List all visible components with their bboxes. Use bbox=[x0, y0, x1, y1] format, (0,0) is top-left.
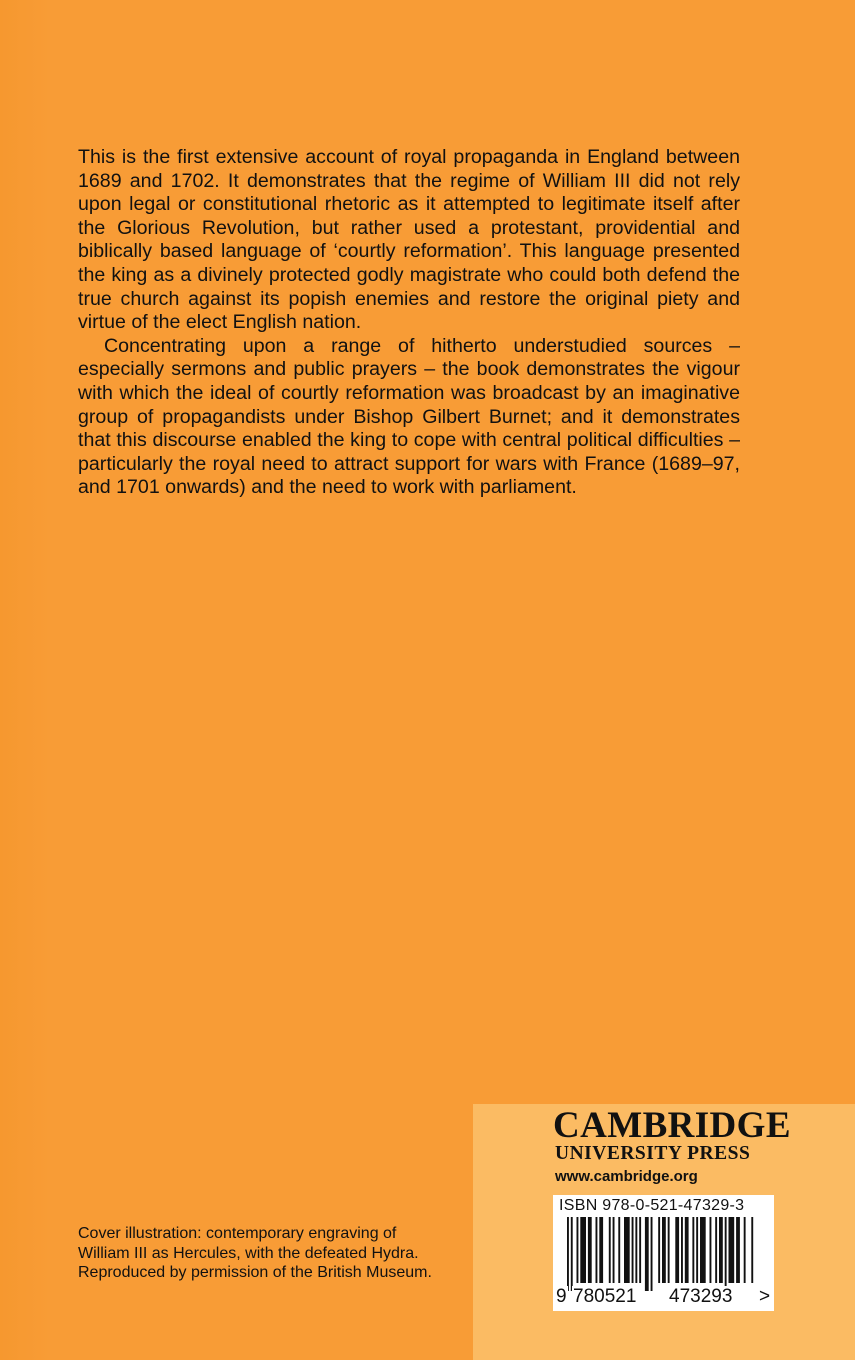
publisher-name: CAMBRIDGE bbox=[553, 1105, 791, 1146]
barcode-bar bbox=[710, 1217, 712, 1283]
barcode-lead-digit: 9 bbox=[556, 1286, 567, 1307]
barcode-bar bbox=[725, 1217, 727, 1291]
barcode-bar bbox=[658, 1217, 660, 1283]
barcode-bar bbox=[685, 1217, 689, 1283]
barcode-bar bbox=[681, 1217, 683, 1283]
blurb-paragraph-2: Concentrating upon a range of hitherto understudied sources – especially sermons and public prayers – the book demonstrates the vigour with which the ideal of courtly reformation was broadcast by an imaginative group of propagandists under Bishop Gilbert Burnet; and it demonstrates that this discourse enabled the king to cope with central political difficulties – particularly the royal need to attract support for wars with France (1689–97, and 1701 onwards) and the need to work with parliament. bbox=[78, 334, 740, 499]
barcode-bar bbox=[571, 1217, 573, 1291]
barcode-bar bbox=[736, 1217, 740, 1283]
barcode-bar bbox=[588, 1217, 592, 1283]
barcode-bar bbox=[599, 1217, 603, 1283]
barcode-bar bbox=[618, 1217, 620, 1283]
barcode-bar bbox=[577, 1217, 579, 1283]
barcode-bar bbox=[729, 1217, 735, 1283]
barcode-bar bbox=[635, 1217, 637, 1283]
barcode-bar bbox=[662, 1217, 666, 1283]
publisher-subname: UNIVERSITY PRESS bbox=[555, 1143, 751, 1164]
barcode-bar bbox=[613, 1217, 615, 1283]
barcode-digit-group-2: 473293 bbox=[669, 1286, 733, 1307]
barcode-bar bbox=[596, 1217, 598, 1283]
cover-blurb bbox=[78, 146, 740, 500]
barcode-bar bbox=[639, 1217, 641, 1283]
barcode-bar bbox=[715, 1217, 717, 1283]
blurb-paragraph-1: This is the first extensive account of royal propaganda in England between 1689 and 1702. It demonstrates that the regime of William III did not rely upon legal or constitutional rhetoric as it attempted to legitimate itself after the Glorious Revolution, but rather used a protestant, providential and biblically based language of ‘courtly reformation’. This language presented the king as a divinely protected godly magistrate who could both defend the true church against its popish enemies and restore the original piety and virtue of the elect English nation. bbox=[78, 146, 740, 334]
isbn-label: ISBN 978-0-521-47329-3 bbox=[559, 1197, 745, 1214]
barcode-end-mark: > bbox=[759, 1286, 771, 1307]
barcode-bar bbox=[719, 1217, 723, 1283]
barcode-bar bbox=[692, 1217, 694, 1283]
cover-illustration-credit: Cover illustration: contemporary engraving of William III as Hercules, with the defeated Hydra. Reproduced by permission of the British Museum. bbox=[78, 1225, 432, 1281]
barcode-bar bbox=[744, 1217, 746, 1283]
barcode-bar bbox=[700, 1217, 706, 1283]
barcode-bars-icon bbox=[567, 1217, 759, 1291]
barcode-bar bbox=[632, 1217, 634, 1283]
barcode-bar bbox=[645, 1217, 649, 1291]
barcode-bar bbox=[580, 1217, 586, 1283]
barcode-bar bbox=[651, 1217, 653, 1291]
barcode-digit-group-1: 780521 bbox=[573, 1286, 637, 1307]
barcode-bar bbox=[675, 1217, 679, 1283]
barcode-bar bbox=[751, 1217, 753, 1283]
isbn-barcode bbox=[553, 1195, 774, 1311]
barcode-bar bbox=[567, 1217, 569, 1291]
barcode-bar bbox=[668, 1217, 670, 1283]
barcode-bar bbox=[696, 1217, 698, 1283]
barcode-bar bbox=[609, 1217, 611, 1283]
publisher-url: www.cambridge.org bbox=[555, 1168, 698, 1185]
barcode-bar bbox=[624, 1217, 630, 1283]
